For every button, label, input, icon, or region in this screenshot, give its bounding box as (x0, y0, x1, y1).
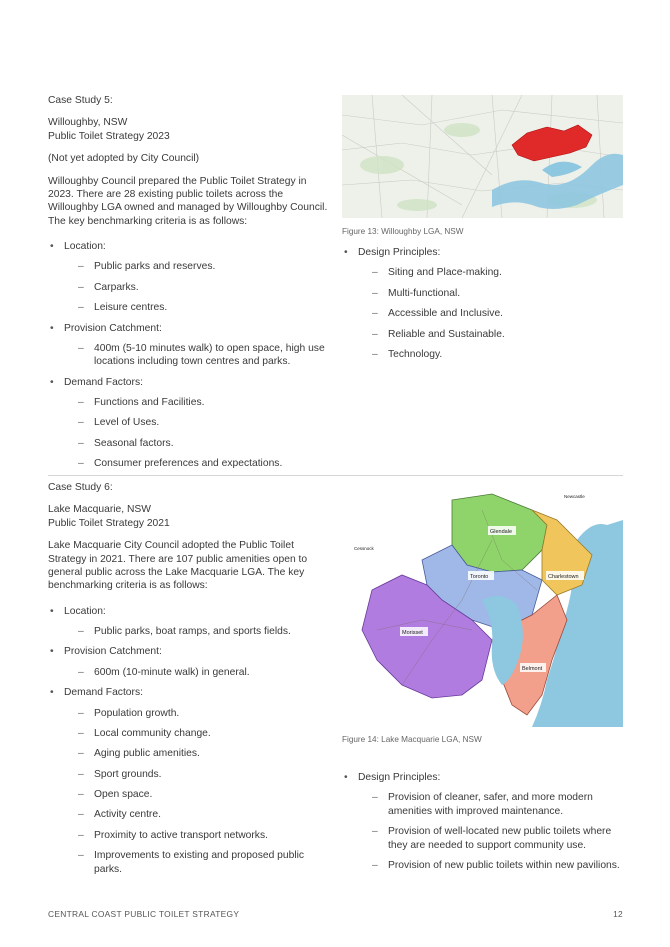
criteria-demand-factors (48, 376, 333, 471)
case-study-5-location: Willoughby, NSW (48, 117, 128, 129)
list-item: – Provision of cleaner, safer, and more modern amenities with improved maintenance. (358, 791, 623, 818)
case-study-6-description: Lake Macquarie City Council adopted the Public Toilet Strategy in 2021. There are 107 public amenities open to general public across the Lake Macquarie LGA. The key benchmarking criteria is as follows: (48, 540, 308, 592)
case-study-6-location: Lake Macquarie, NSW (48, 504, 152, 516)
list-item: – Public parks, boat ramps, and sports fields. (64, 625, 333, 638)
case-study-5-text (48, 94, 333, 478)
list-item: – Activity centre. (64, 808, 333, 821)
case-study-5-design-principles (342, 246, 623, 368)
list-item: – Carparks. (64, 281, 333, 294)
map-label-glendale: Glendale (490, 529, 513, 535)
list-item: – Seasonal factors. (64, 437, 333, 450)
figure-14-caption: Figure 14: Lake Macquarie LGA, NSW (342, 735, 482, 744)
case-study-5-strategy: Public Toilet Strategy 2023 (48, 130, 170, 142)
list-item: – Open space. (64, 788, 333, 801)
list-item: – Provision of new public toilets within new pavilions. (358, 859, 623, 872)
design-principles (342, 246, 623, 361)
list-item: – Aging public amenities. (64, 747, 333, 760)
list-item: – Multi-functional. (358, 287, 623, 300)
list-item: – Technology. (358, 348, 623, 361)
figure-13-caption: Figure 13: Willoughby LGA, NSW (342, 227, 464, 236)
footer-title: CENTRAL COAST PUBLIC TOILET STRATEGY (48, 909, 240, 919)
case-study-5-description: Willoughby Council prepared the Public Toilet Strategy in 2023. There are 28 existing public toilets across the Willoughby LGA owned and managed by Willoughby Council. The key benchmarking criteria is as follows: (48, 175, 328, 227)
criteria-location (48, 605, 333, 639)
list-item: – Leisure centres. (64, 301, 333, 314)
map-label-newcastle: Newcastle (564, 494, 585, 499)
design-principles-label: Design Principles: (358, 772, 441, 783)
criteria-provision-catchment (48, 645, 333, 679)
list-item: – Level of Uses. (64, 416, 333, 429)
section-divider (48, 475, 623, 476)
case-study-6-heading: Case Study 6: (48, 482, 113, 493)
lake-macquarie-map-graphic (342, 480, 623, 727)
list-item: – Sport grounds. (64, 768, 333, 781)
willoughby-map (342, 95, 623, 218)
design-principles (342, 771, 623, 872)
criteria-label: Demand Factors: (64, 376, 143, 388)
list-item: – 600m (10-minute walk) in general. (64, 666, 333, 679)
list-item: – 400m (5-10 minutes walk) to open space, high use locations including town centres and parks. (64, 342, 333, 369)
criteria-label: Provision Catchment: (64, 646, 162, 658)
criteria-label: Location: (64, 605, 106, 617)
criteria-location (48, 240, 333, 315)
criteria-demand-factors (48, 686, 333, 876)
case-study-6-text (48, 481, 333, 883)
map-label-cessnock: Cessnock (354, 546, 374, 551)
list-item: – Consumer preferences and expectations. (64, 457, 333, 470)
map-label-charlestown: Charlestown (548, 574, 579, 580)
case-study-6-criteria (48, 605, 333, 876)
list-item: – Local community change. (64, 727, 333, 740)
list-item: – Population growth. (64, 707, 333, 720)
page-number: 12 (613, 909, 623, 919)
design-principles-label: Design Principles: (358, 247, 441, 258)
criteria-label: Location: (64, 241, 106, 252)
list-item: – Siting and Place-making. (358, 266, 623, 279)
list-item: – Proximity to active transport networks. (64, 829, 333, 842)
criteria-label: Demand Factors: (64, 687, 143, 699)
case-study-5-status: (Not yet adopted by City Council) (48, 153, 200, 165)
list-item: – Improvements to existing and proposed public parks. (64, 849, 333, 876)
case-study-5-criteria (48, 240, 333, 471)
map-label-toronto: Toronto (470, 574, 489, 580)
case-study-6-strategy: Public Toilet Strategy 2021 (48, 517, 170, 529)
list-item: – Functions and Facilities. (64, 396, 333, 409)
list-item: – Public parks and reserves. (64, 260, 333, 273)
case-study-5-heading: Case Study 5: (48, 95, 113, 106)
list-item: – Provision of well-located new public toilets where they are needed to support community use. (358, 825, 623, 852)
list-item: – Accessible and Inclusive. (358, 307, 623, 320)
map-label-morisset: Morisset (402, 630, 423, 636)
criteria-label: Provision Catchment: (64, 322, 162, 334)
case-study-6-design-principles (342, 771, 623, 879)
lake-macquarie-map (342, 480, 623, 727)
willoughby-map-graphic (342, 95, 623, 218)
criteria-provision-catchment (48, 322, 333, 369)
list-item: – Reliable and Sustainable. (358, 328, 623, 341)
map-label-belmont: Belmont (522, 666, 543, 672)
